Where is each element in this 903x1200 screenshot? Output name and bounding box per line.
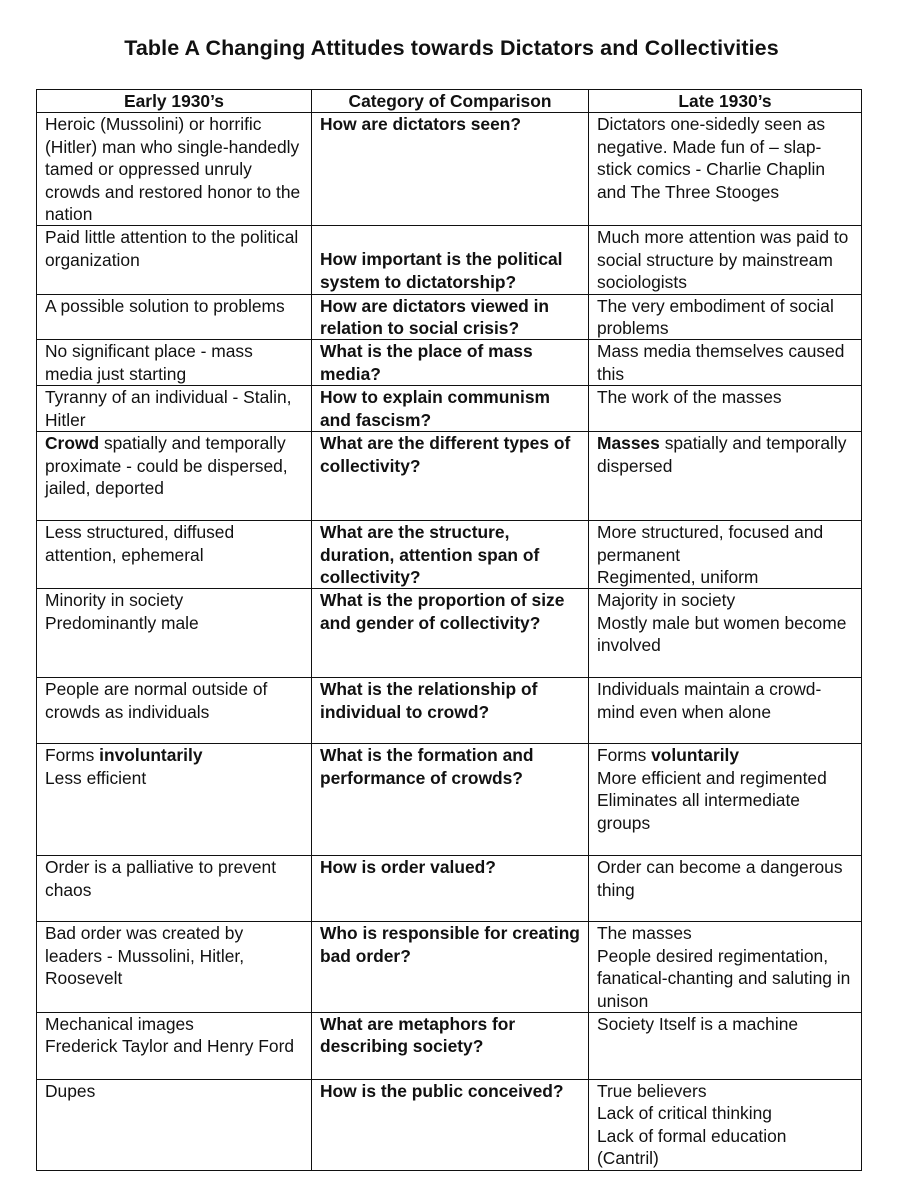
late-cell bbox=[589, 432, 862, 521]
table-row bbox=[37, 521, 862, 589]
cell-emphasis: Masses bbox=[597, 433, 660, 454]
cell-line bbox=[45, 521, 303, 566]
table-header-row bbox=[37, 90, 862, 113]
late-cell bbox=[589, 856, 862, 922]
cell-line bbox=[45, 1035, 303, 1057]
early-cell bbox=[37, 226, 312, 294]
cell-text: Mass media themselves caused this bbox=[597, 341, 845, 384]
cell-text: The work of the masses bbox=[597, 387, 782, 408]
cell-line bbox=[597, 1102, 853, 1124]
late-cell bbox=[589, 1012, 862, 1079]
cell-line bbox=[597, 386, 853, 408]
cell-line bbox=[320, 744, 580, 789]
early-cell bbox=[37, 432, 312, 521]
cell-line bbox=[45, 340, 303, 385]
early-cell bbox=[37, 340, 312, 386]
cell-line bbox=[320, 856, 580, 878]
cell-line bbox=[320, 521, 580, 588]
cell-line bbox=[320, 113, 580, 135]
cell-line bbox=[597, 226, 853, 293]
cell-text: Predominantly male bbox=[45, 612, 199, 633]
cell-line bbox=[597, 113, 853, 203]
cell-text: What is the proportion of size and gender of collectivity? bbox=[320, 590, 565, 633]
late-cell bbox=[589, 744, 862, 856]
category-cell bbox=[312, 922, 589, 1013]
cell-line bbox=[320, 295, 580, 340]
cell-line bbox=[597, 1080, 853, 1102]
cell-text: How are dictators seen? bbox=[320, 114, 522, 135]
category-cell bbox=[312, 340, 589, 386]
cell-text: (Cantril) bbox=[597, 1148, 659, 1169]
cell-text: Forms bbox=[45, 745, 100, 766]
cell-text: Much more attention was paid to social structure by mainstream sociologists bbox=[597, 227, 849, 293]
cell-text: What are the different types of collectivity? bbox=[320, 433, 571, 476]
table-row bbox=[37, 1012, 862, 1079]
cell-line bbox=[320, 922, 580, 967]
category-cell bbox=[312, 744, 589, 856]
cell-text: How important is the political system to dictatorship? bbox=[320, 249, 563, 292]
cell-text: How are dictators viewed in relation to social crisis? bbox=[320, 295, 550, 339]
cell-line bbox=[45, 295, 303, 317]
late-cell bbox=[589, 226, 862, 294]
cell-text: The very embodiment of social problems bbox=[597, 295, 834, 339]
category-cell bbox=[312, 856, 589, 922]
early-cell bbox=[37, 521, 312, 589]
cell-line bbox=[597, 295, 853, 340]
table-row bbox=[37, 1079, 862, 1170]
cell-line bbox=[597, 612, 853, 657]
category-cell bbox=[312, 521, 589, 589]
cell-text: More efficient and regimented bbox=[597, 767, 827, 788]
cell-text: How is order valued? bbox=[320, 857, 496, 878]
cell-text: Mostly male but women become involved bbox=[597, 612, 847, 656]
cell-line bbox=[597, 566, 853, 588]
early-cell bbox=[37, 744, 312, 856]
cell-text: Order is a palliative to prevent chaos bbox=[45, 857, 277, 900]
early-cell bbox=[37, 1079, 312, 1170]
table-row bbox=[37, 294, 862, 340]
early-cell bbox=[37, 856, 312, 922]
cell-text: Forms bbox=[597, 745, 652, 766]
cell-text: Individuals maintain a crowd-mind even when alone bbox=[597, 679, 822, 722]
cell-text: What is the formation and performance of crowds? bbox=[320, 745, 534, 788]
cell-text: spatially and temporally proximate - could be dispersed, jailed, deported bbox=[45, 433, 288, 498]
table-row bbox=[37, 856, 862, 922]
header-early: Early 1930’s bbox=[37, 90, 312, 113]
category-cell bbox=[312, 589, 589, 678]
cell-line bbox=[45, 589, 303, 611]
cell-line bbox=[597, 1147, 853, 1169]
cell-line bbox=[320, 1013, 580, 1058]
cell-line bbox=[597, 1125, 853, 1147]
cell-text: Heroic (Mussolini) or horrific (Hitler) man who single-handedly tamed or oppressed unruly crowds and restored honor to the nation bbox=[45, 114, 301, 225]
category-cell bbox=[312, 1012, 589, 1079]
category-cell bbox=[312, 432, 589, 521]
table-row bbox=[37, 678, 862, 744]
cell-line bbox=[597, 789, 853, 834]
cell-text: What are the structure, duration, attention span of collectivity? bbox=[320, 522, 540, 587]
early-cell bbox=[37, 1012, 312, 1079]
early-cell bbox=[37, 589, 312, 678]
table-body bbox=[37, 113, 862, 1170]
cell-line bbox=[45, 226, 303, 271]
early-cell bbox=[37, 113, 312, 226]
cell-line bbox=[597, 340, 853, 385]
category-cell bbox=[312, 1079, 589, 1170]
cell-line bbox=[597, 1013, 853, 1035]
cell-text: Dupes bbox=[45, 1080, 96, 1101]
cell-text: Frederick Taylor and Henry Ford bbox=[45, 1036, 295, 1057]
cell-text: Less efficient bbox=[45, 767, 147, 788]
cell-text: Eliminates all intermediate groups bbox=[597, 790, 800, 833]
cell-text: Dictators one-sidedly seen as negative. Made fun of – slap-stick comics - Charlie Chaplin and The Three Stooges bbox=[597, 114, 826, 202]
cell-line bbox=[45, 678, 303, 723]
cell-text: What is the relationship of individual to crowd? bbox=[320, 679, 538, 722]
table-row bbox=[37, 744, 862, 856]
cell-text: Majority in society bbox=[597, 590, 736, 611]
cell-text: Order can become a dangerous thing bbox=[597, 857, 843, 900]
cell-line bbox=[320, 678, 580, 723]
cell-emphasis: voluntarily bbox=[651, 745, 740, 766]
late-cell bbox=[589, 386, 862, 432]
cell-line bbox=[597, 678, 853, 723]
cell-line bbox=[45, 113, 303, 225]
cell-line bbox=[320, 248, 580, 293]
cell-text: Lack of critical thinking bbox=[597, 1103, 772, 1124]
cell-text: How is the public conceived? bbox=[320, 1080, 564, 1101]
cell-emphasis: Crowd bbox=[45, 433, 100, 454]
cell-line bbox=[597, 432, 853, 477]
early-cell bbox=[37, 386, 312, 432]
cell-text: Less structured, diffused attention, ephemeral bbox=[45, 522, 235, 565]
late-cell bbox=[589, 922, 862, 1013]
category-cell bbox=[312, 678, 589, 744]
cell-line bbox=[320, 340, 580, 385]
cell-text: More structured, focused and permanent bbox=[597, 522, 824, 565]
late-cell bbox=[589, 521, 862, 589]
cell-line bbox=[597, 856, 853, 901]
table-row bbox=[37, 226, 862, 294]
cell-line bbox=[320, 1080, 580, 1102]
category-cell bbox=[312, 226, 589, 294]
cell-emphasis: involuntarily bbox=[99, 745, 203, 766]
cell-text: True believers bbox=[597, 1080, 707, 1101]
late-cell bbox=[589, 113, 862, 226]
table-row bbox=[37, 386, 862, 432]
cell-text: Paid little attention to the political organization bbox=[45, 227, 299, 270]
header-late: Late 1930’s bbox=[589, 90, 862, 113]
cell-text: Minority in society bbox=[45, 590, 184, 611]
category-cell bbox=[312, 386, 589, 432]
cell-text: No significant place - mass media just starting bbox=[45, 341, 253, 384]
cell-line bbox=[45, 922, 303, 989]
table-row bbox=[37, 113, 862, 226]
cell-line bbox=[45, 856, 303, 901]
early-cell bbox=[37, 922, 312, 1013]
cell-text: What are metaphors for describing society? bbox=[320, 1013, 516, 1057]
cell-line bbox=[45, 612, 303, 634]
late-cell bbox=[589, 340, 862, 386]
cell-text: Bad order was created by leaders - Mussolini, Hitler, Roosevelt bbox=[45, 923, 245, 989]
early-cell bbox=[37, 678, 312, 744]
cell-line bbox=[45, 432, 303, 499]
comparison-table bbox=[36, 89, 862, 1171]
cell-text: Tyranny of an individual - Stalin, Hitler bbox=[45, 387, 292, 430]
cell-line bbox=[45, 767, 303, 789]
cell-text: Society Itself is a machine bbox=[597, 1013, 799, 1034]
cell-line bbox=[320, 432, 580, 477]
late-cell bbox=[589, 294, 862, 340]
cell-line bbox=[320, 589, 580, 634]
cell-line bbox=[45, 386, 303, 431]
table-row bbox=[37, 432, 862, 521]
cell-line bbox=[45, 1013, 303, 1035]
cell-text: How to explain communism and fascism? bbox=[320, 387, 550, 430]
cell-text: People are normal outside of crowds as individuals bbox=[45, 679, 268, 722]
cell-line bbox=[45, 1080, 303, 1102]
cell-text: Who is responsible for creating bad order? bbox=[320, 923, 580, 966]
late-cell bbox=[589, 589, 862, 678]
cell-line bbox=[597, 589, 853, 611]
header-category: Category of Comparison bbox=[312, 90, 589, 113]
early-cell bbox=[37, 294, 312, 340]
cell-text: People desired regimentation, fanatical-chanting and saluting in unison bbox=[597, 945, 851, 1011]
cell-line bbox=[597, 922, 853, 944]
cell-line bbox=[45, 744, 303, 766]
cell-text: Regimented, uniform bbox=[597, 566, 759, 587]
page-title: Table A Changing Attitudes towards Dictators and Collectivities bbox=[124, 36, 779, 60]
cell-text: What is the place of mass media? bbox=[320, 341, 533, 384]
cell-text: A possible solution to problems bbox=[45, 295, 285, 316]
cell-line bbox=[597, 521, 853, 566]
late-cell bbox=[589, 1079, 862, 1170]
table-row bbox=[37, 589, 862, 678]
category-cell bbox=[312, 113, 589, 226]
cell-text: Lack of formal education bbox=[597, 1125, 787, 1146]
cell-line bbox=[597, 744, 853, 766]
table-row bbox=[37, 922, 862, 1013]
cell-line bbox=[597, 945, 853, 1012]
cell-line bbox=[597, 767, 853, 789]
cell-text: The masses bbox=[597, 923, 692, 944]
late-cell bbox=[589, 678, 862, 744]
cell-text: spatially and temporally dispersed bbox=[597, 433, 847, 476]
cell-line bbox=[320, 386, 580, 431]
table-row bbox=[37, 340, 862, 386]
category-cell bbox=[312, 294, 589, 340]
cell-text: Mechanical images bbox=[45, 1013, 194, 1034]
